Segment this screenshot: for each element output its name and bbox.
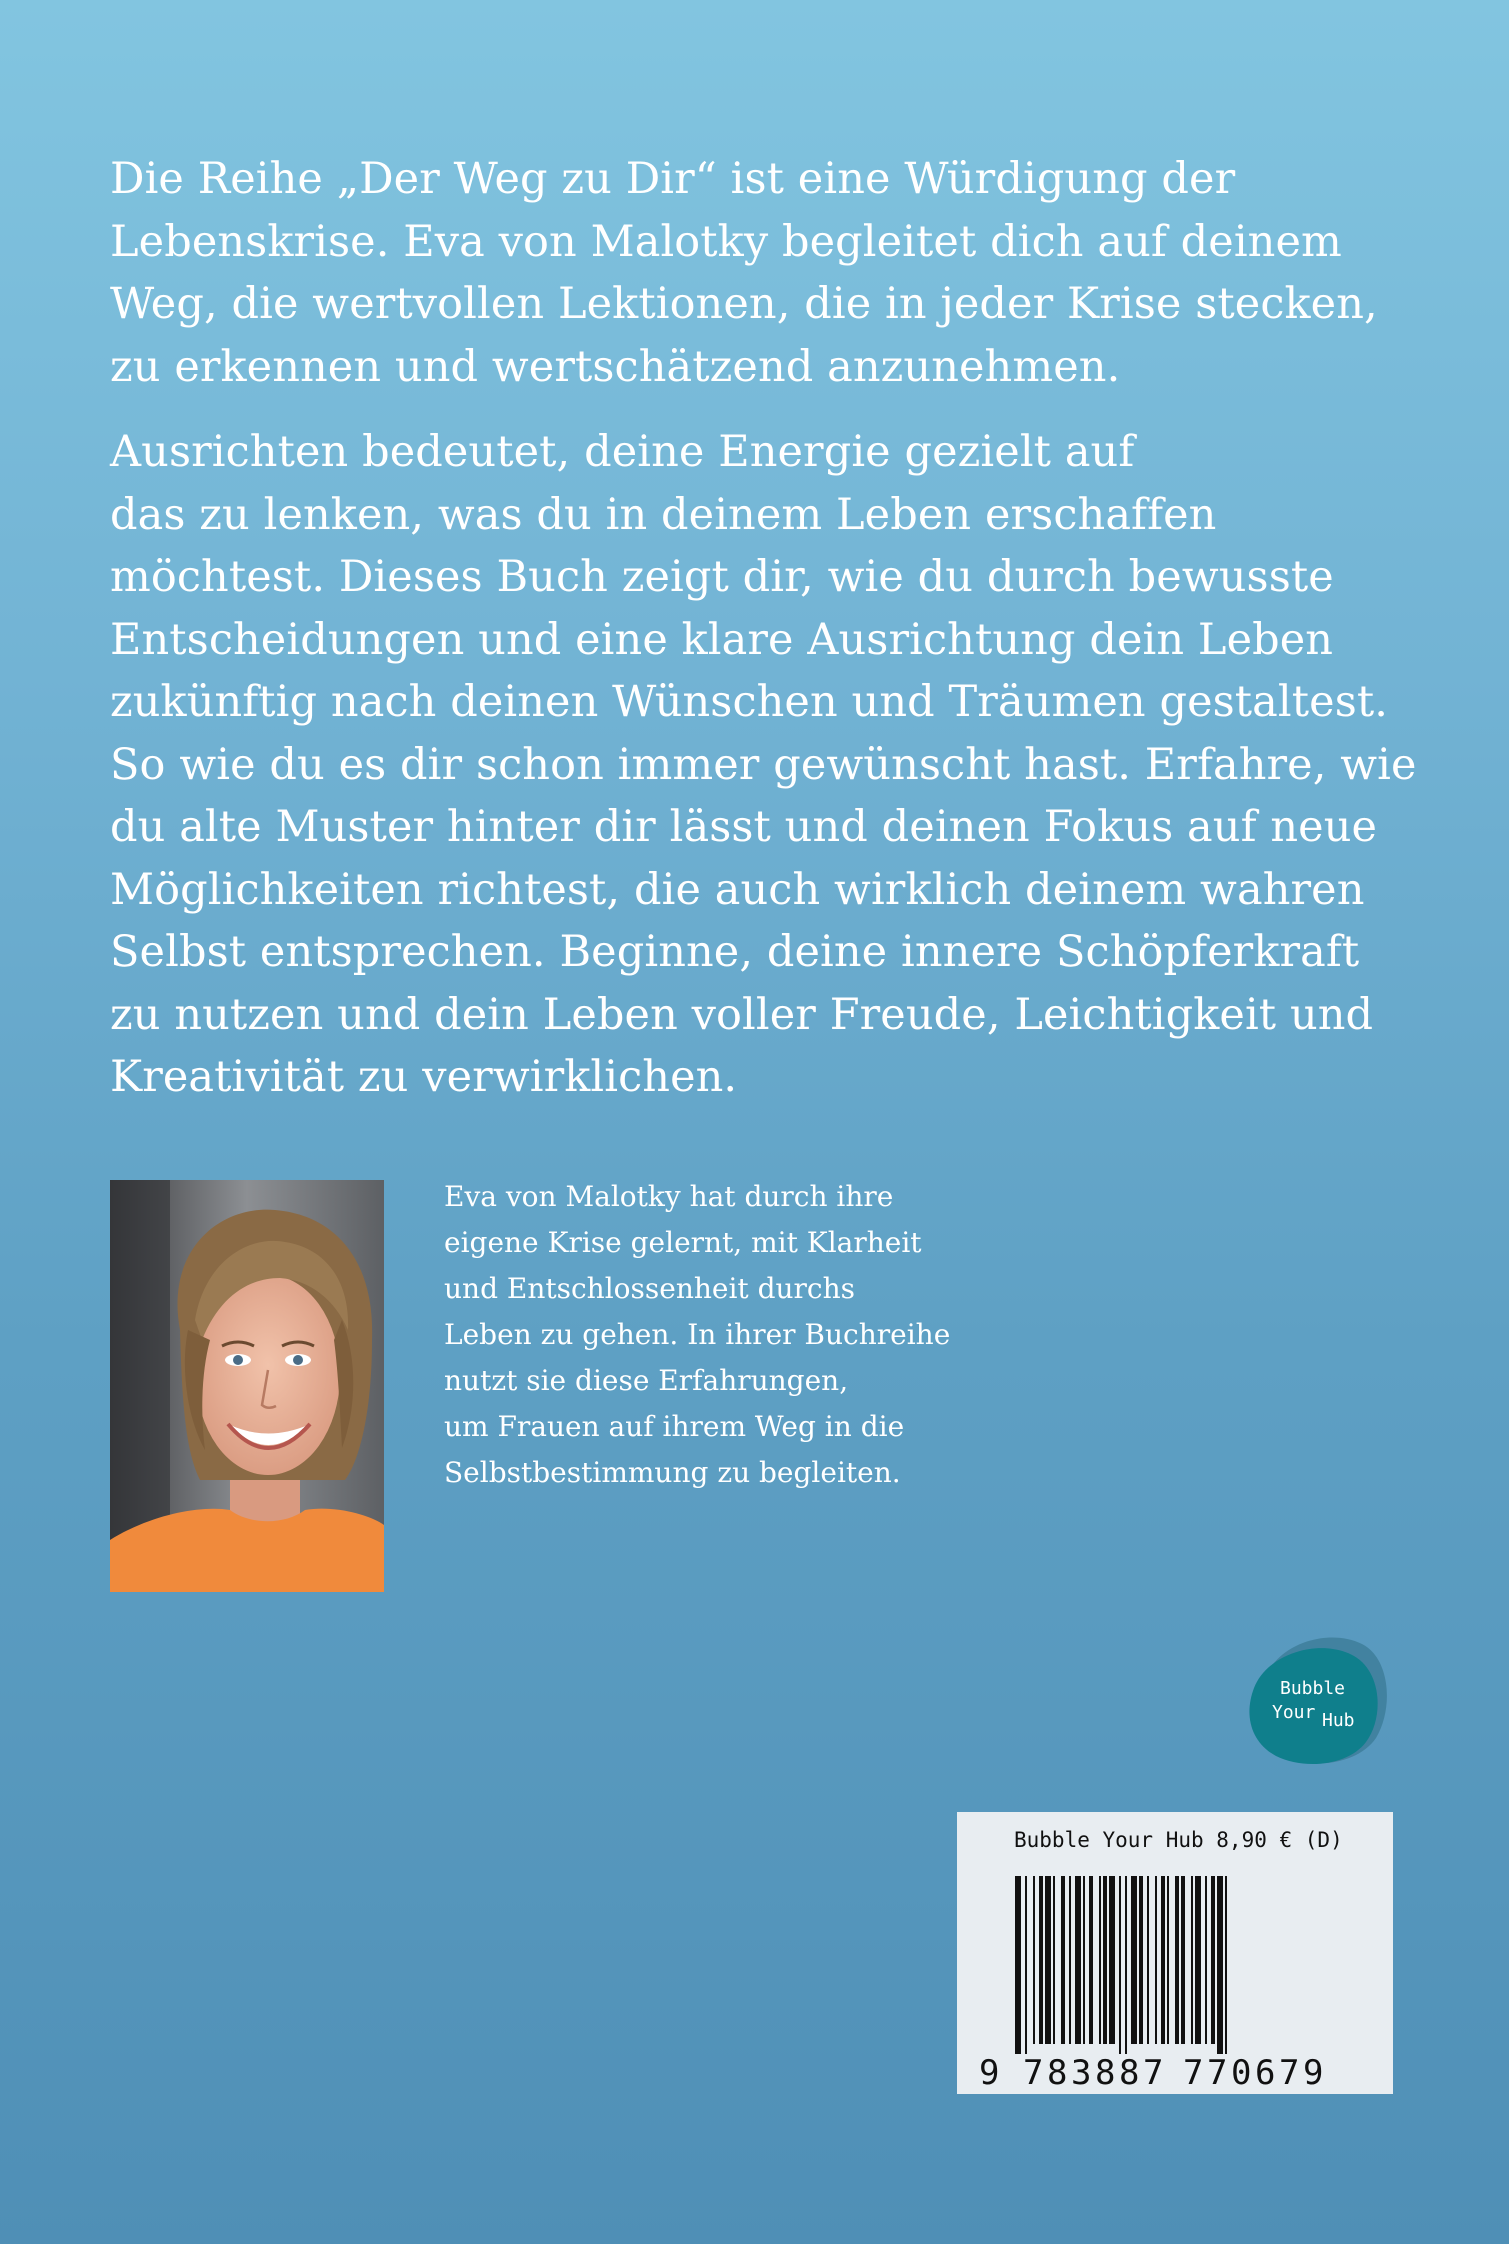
barcode-bar bbox=[1205, 1876, 1207, 2044]
blurb-line: Weg, die wertvollen Lektionen, die in jeder Krise stecken, bbox=[110, 279, 1378, 329]
logo-text-hub: Hub bbox=[1322, 1710, 1355, 1731]
barcode-bar bbox=[1131, 1876, 1137, 2044]
bio-line: Selbstbestimmung zu begleiten. bbox=[444, 1456, 901, 1489]
author-bio bbox=[444, 1174, 950, 1496]
barcode-bar bbox=[1061, 1876, 1065, 2044]
logo-text-your: Your bbox=[1272, 1702, 1316, 1723]
barcode-bar bbox=[1125, 1876, 1127, 2054]
barcode-bar bbox=[1181, 1876, 1185, 2044]
isbn-barcode bbox=[957, 1812, 1393, 2094]
blurb-line: möchtest. Dieses Buch zeigt dir, wie du durch bewusste bbox=[110, 552, 1334, 602]
bio-line: Leben zu gehen. In ihrer Buchreihe bbox=[444, 1318, 951, 1351]
barcode-digit: 7 bbox=[1183, 2053, 1204, 2093]
blurb-paragraph-2 bbox=[110, 421, 1417, 1109]
barcode-digit: 8 bbox=[1095, 2053, 1116, 2093]
barcode-digit: 6 bbox=[1255, 2053, 1276, 2093]
barcode-bar bbox=[1099, 1876, 1101, 2044]
barcode-digit: 3 bbox=[1071, 2053, 1092, 2093]
barcode-bar bbox=[1191, 1876, 1193, 2044]
barcode-bar bbox=[1045, 1876, 1051, 2044]
barcode-digit: 0 bbox=[1231, 2053, 1252, 2093]
barcode-bar bbox=[1217, 1876, 1223, 2054]
bio-line: Eva von Malotky hat durch ihre bbox=[444, 1180, 894, 1213]
barcode-bar bbox=[1119, 1876, 1121, 2054]
barcode-bar bbox=[1161, 1876, 1165, 2044]
barcode-bar bbox=[1175, 1876, 1179, 2044]
barcode-bar bbox=[1033, 1876, 1035, 2044]
barcode-bar bbox=[1103, 1876, 1107, 2044]
barcode-bar bbox=[1109, 1876, 1115, 2044]
blurb-line: du alte Muster hinter dir lässt und deinen Fokus auf neue bbox=[110, 802, 1378, 852]
blurb-line: Ausrichten bedeutet, deine Energie gezielt auf bbox=[110, 427, 1135, 477]
author-photo bbox=[110, 1180, 384, 1592]
barcode-digit: 7 bbox=[1023, 2053, 1044, 2093]
bio-line: und Entschlossenheit durchs bbox=[444, 1272, 855, 1305]
blurb-line: zu nutzen und dein Leben voller Freude, Leichtigkeit und bbox=[110, 989, 1374, 1040]
barcode-digit: 7 bbox=[1279, 2053, 1300, 2093]
bio-line: um Frauen auf ihrem Weg in die bbox=[444, 1410, 905, 1443]
blurb-line: Lebenskrise. Eva von Malotky begleitet dich auf deinem bbox=[110, 216, 1342, 267]
publisher-logo bbox=[1244, 1628, 1394, 1768]
barcode-bar bbox=[1147, 1876, 1149, 2044]
barcode-bar bbox=[1167, 1876, 1169, 2044]
barcode-bar bbox=[1025, 1876, 1027, 2054]
barcode-bar bbox=[1139, 1876, 1143, 2044]
blurb-line: Selbst entsprechen. Beginne, deine innere Schöpferkraft bbox=[110, 927, 1360, 977]
blurb-line: zu erkennen und wertschätzend anzunehmen. bbox=[110, 341, 1121, 392]
barcode-digit: 9 bbox=[1303, 2053, 1324, 2093]
barcode-bar bbox=[1015, 1876, 1021, 2054]
blurb-line: Die Reihe „Der Weg zu Dir“ ist eine Würdigung der bbox=[110, 154, 1236, 204]
barcode-bar bbox=[1053, 1876, 1055, 2044]
barcode-bar bbox=[1039, 1876, 1043, 2044]
barcode-bar bbox=[1083, 1876, 1085, 2044]
barcode-bar bbox=[1155, 1876, 1157, 2044]
blurb-line: zukünftig nach deinen Wünschen und Träumen gestaltest. bbox=[110, 677, 1389, 727]
bio-line: nutzt sie diese Erfahrungen, bbox=[444, 1364, 849, 1397]
blurb-paragraph-1 bbox=[110, 148, 1378, 398]
bio-line: eigene Krise gelernt, mit Klarheit bbox=[444, 1226, 922, 1259]
barcode-digit: 7 bbox=[1207, 2053, 1228, 2093]
barcode-bar bbox=[1075, 1876, 1081, 2044]
barcode-digit: 8 bbox=[1047, 2053, 1068, 2093]
barcode-bar bbox=[1211, 1876, 1215, 2044]
barcode-digit: 9 bbox=[979, 2053, 1000, 2093]
barcode-digit: 7 bbox=[1143, 2053, 1164, 2093]
barcode-bar bbox=[1069, 1876, 1071, 2044]
logo-text-line1: Bubble bbox=[1280, 1678, 1346, 1699]
barcode-digit: 8 bbox=[1119, 2053, 1140, 2093]
blurb-line: Kreativität zu verwirklichen. bbox=[110, 1052, 738, 1102]
blurb-line: das zu lenken, was du in deinem Leben erschaffen bbox=[110, 489, 1217, 540]
blurb-line: Entscheidungen und eine klare Ausrichtung dein Leben bbox=[110, 614, 1334, 665]
barcode-bar bbox=[1195, 1876, 1201, 2044]
barcode-bar bbox=[1089, 1876, 1093, 2044]
blurb-line: Möglichkeiten richtest, die auch wirklich deinem wahren bbox=[110, 864, 1365, 915]
barcode-bar bbox=[1225, 1876, 1227, 2054]
price-label: Bubble Your Hub 8,90 € (D) bbox=[1014, 1828, 1343, 1852]
blurb-line: So wie du es dir schon immer gewünscht hast. Erfahre, wie bbox=[110, 739, 1417, 790]
barcode-graphic bbox=[957, 1812, 1393, 2094]
